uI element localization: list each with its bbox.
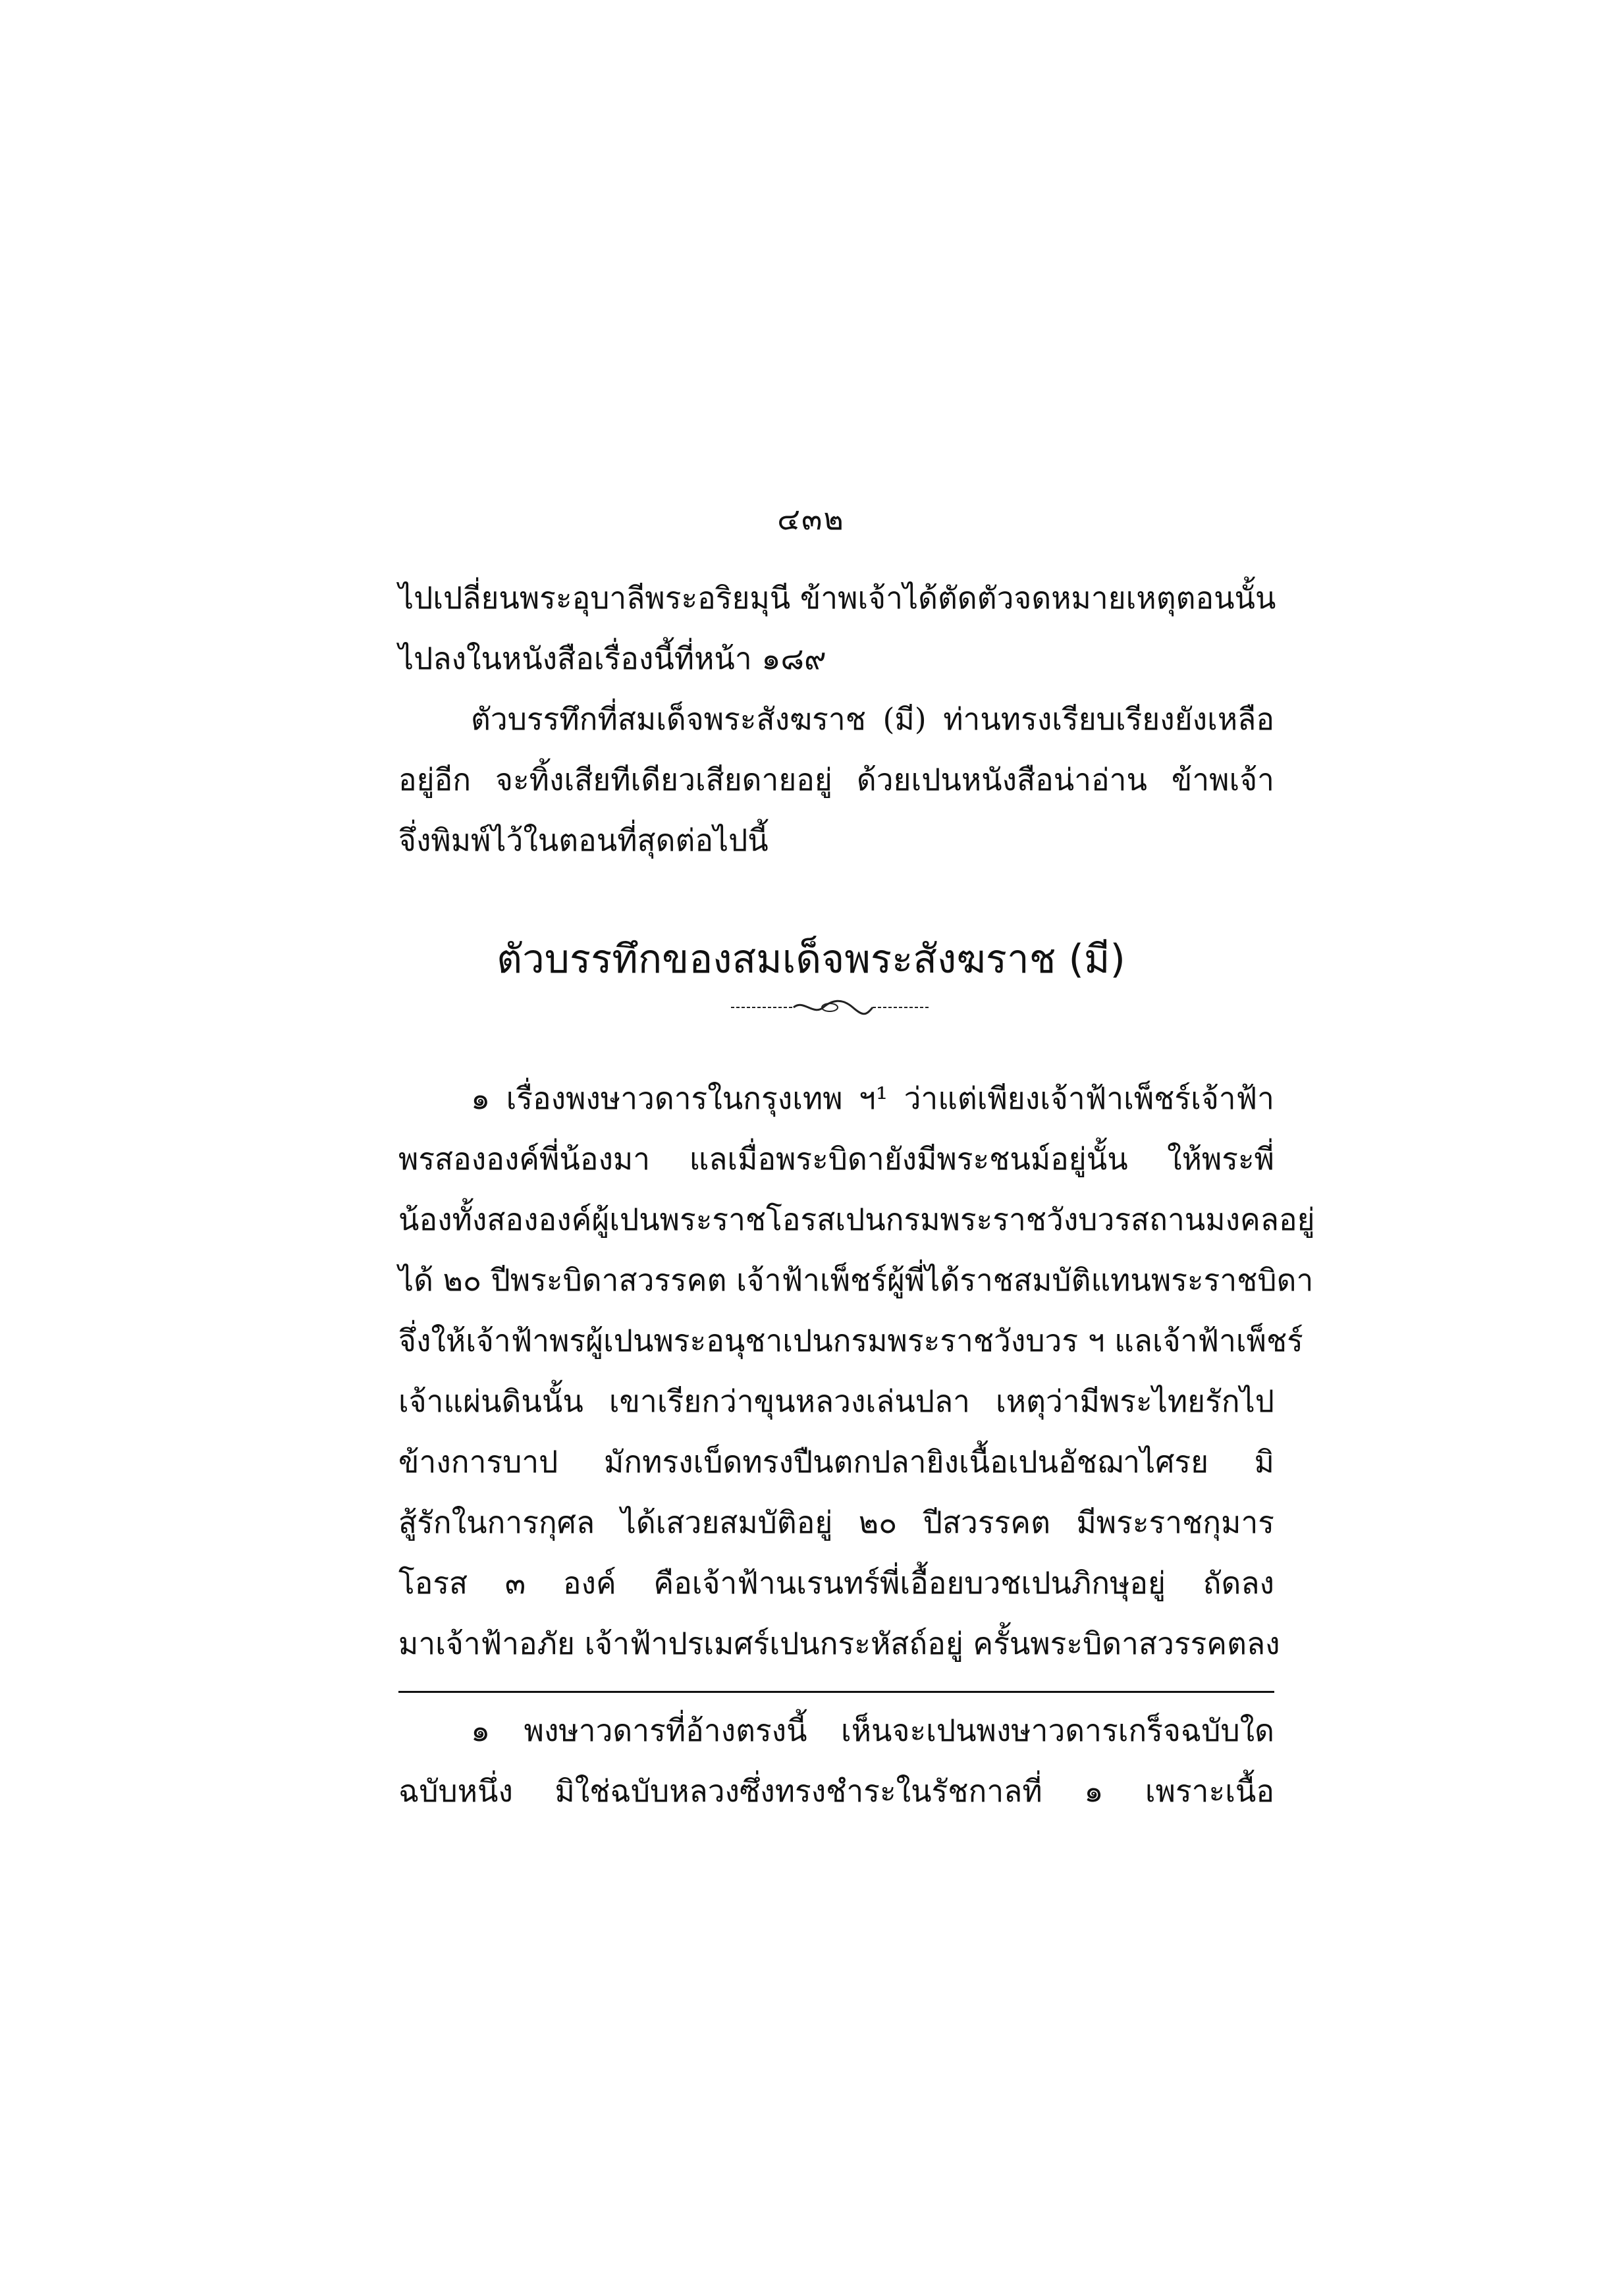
- footnotes: [398, 1700, 1274, 1821]
- ornament-divider: [731, 998, 929, 1017]
- footnote-line: ฉบับหนึ่ง มิใช่ฉบับหลวงซึ่งทรงชำระในรัชกาลที่ ๑ เพราะเนื้อ: [398, 1773, 1274, 1809]
- intro-line: จึ่งพิมพ์ไว้ในตอนที่สุดต่อไปนี้: [398, 822, 769, 858]
- body-line: สู้รักในการกุศล ได้เสวยสมบัติอยู่ ๒๐ ปีสวรรคต มีพระราชกุมาร: [398, 1505, 1274, 1540]
- body-line: ข้างการบาป มักทรงเบ็ดทรงปืนตกปลายิงเนื้อเปนอัชฌาไศรย มิ: [398, 1444, 1274, 1480]
- intro-line: ไปลงในหนังสือเรื่องนี้ที่หน้า ๑๘๙: [398, 641, 826, 676]
- footnote-line: ๑ พงษาวดารที่อ้างตรงนี้ เห็นจะเปนพงษาวดารเกร็จฉบับใด: [471, 1713, 1274, 1748]
- intro-line: อยู่อีก จะทิ้งเสียทีเดียวเสียดายอยู่ ด้วยเปนหนังสือน่าอ่าน ข้าพเจ้า: [398, 762, 1274, 797]
- body-line: ได้ ๒๐ ปีพระบิดาสวรรคต เจ้าฟ้าเพ็ชร์ผู้พี่ได้ราชสมบัติแทนพระราชบิดา: [398, 1262, 1314, 1298]
- section-heading: ตัวบรรทึกของสมเด็จพระสังฆราช (มี): [497, 936, 1125, 983]
- body-line: โอรส ๓ องค์ คือเจ้าฟ้านเรนทร์พี่เอื้อยบวชเปนภิกษุอยู่ ถัดลง: [398, 1565, 1274, 1601]
- intro-paragraphs: [398, 568, 1274, 870]
- footnote-divider: [398, 1691, 1274, 1693]
- body-line: ๑ เรื่องพงษาวดารในกรุงเทพ ฯ¹ ว่าแต่เพียงเจ้าฟ้าเพ็ชร์เจ้าฟ้า: [471, 1081, 1274, 1116]
- body-line: เจ้าแผ่นดินนั้น เขาเรียกว่าขุนหลวงเล่นปลา เหตุว่ามีพระไทยรักไป: [398, 1383, 1274, 1419]
- body-line: จึ่งให้เจ้าฟ้าพรผู้เปนพระอนุชาเปนกรมพระราชวังบวร ฯ แลเจ้าฟ้าเพ็ชร์: [398, 1323, 1303, 1358]
- intro-line: ไปเปลี่ยนพระอุบาลีพระอริยมุนี ข้าพเจ้าได้ตัดตัวจดหมายเหตุตอนนั้น: [398, 580, 1276, 616]
- main-paragraph: [398, 1068, 1315, 1674]
- intro-line: ตัวบรรทึกที่สมเด็จพระสังฆราช (มี) ท่านทรงเรียบเรียงยังเหลือ: [471, 701, 1274, 737]
- body-line: พรสององค์พี่น้องมา แลเมื่อพระบิดายังมีพระชนม์อยู่นั้น ให้พระพี่: [398, 1141, 1274, 1177]
- body-line: น้องทั้งสององค์ผู้เปนพระราชโอรสเปนกรมพระราชวังบวรสถานมงคลอยู่: [398, 1202, 1315, 1237]
- page-number: ๔๓๒: [777, 501, 845, 537]
- body-line: มาเจ้าฟ้าอภัย เจ้าฟ้าปรเมศร์เปนกระหัสถ์อยู่ ครั้นพระบิดาสวรรคตลง: [398, 1626, 1280, 1661]
